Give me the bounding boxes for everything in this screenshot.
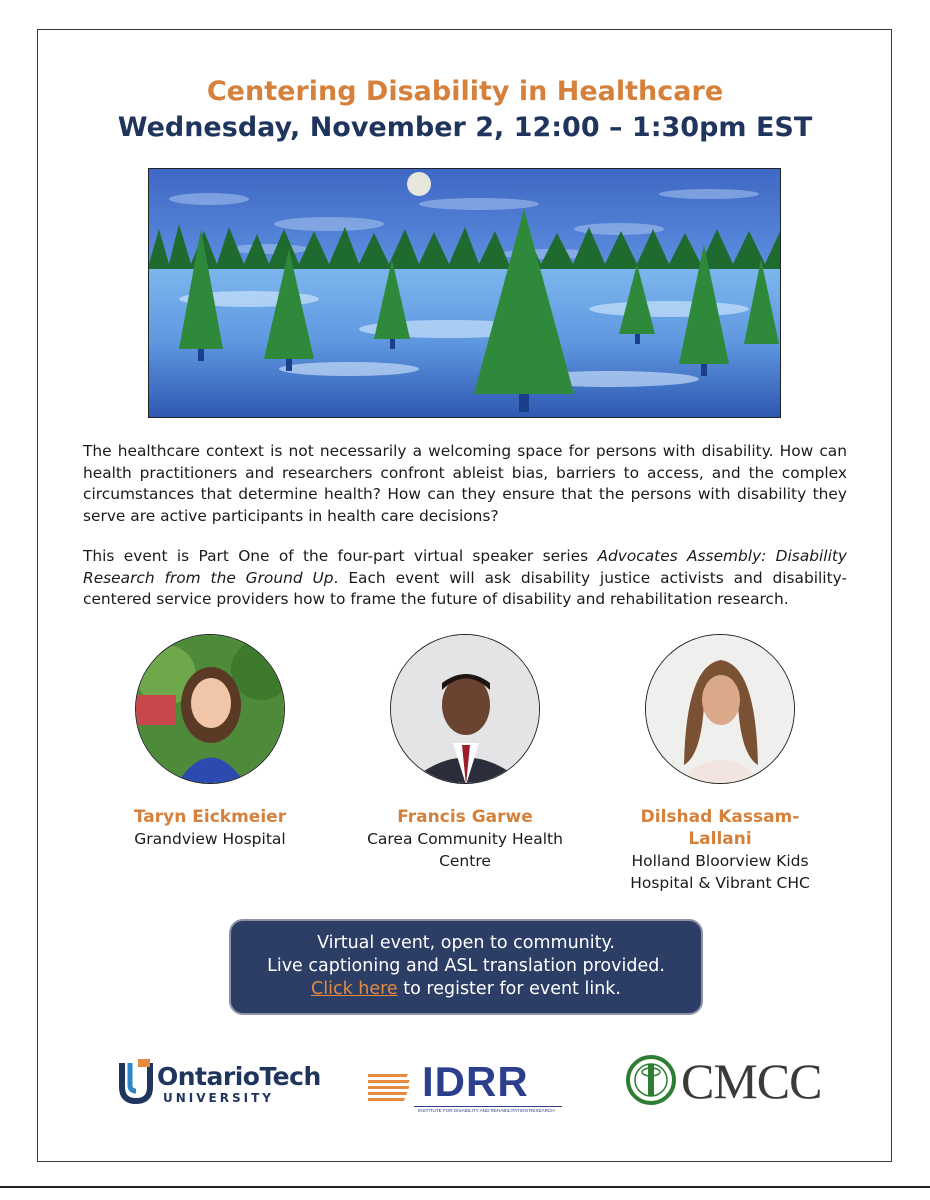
series-text-start: This event is Part One of the four-part virtual speaker series — [83, 547, 598, 565]
cmcc-wordmark: CMCC — [681, 1053, 822, 1109]
register-text: to register for event link. — [397, 979, 621, 999]
winter-forest-painting — [148, 168, 781, 418]
idrr-logo — [366, 1058, 566, 1118]
event-datetime: Wednesday, November 2, 12:00 – 1:30pm EST — [117, 112, 813, 143]
idrr-subtitle: INSTITUTE FOR DISABILITY AND REHABILITATION RESEARCH — [418, 1108, 555, 1113]
ontario-tech-wordmark: OntarioTech — [157, 1062, 321, 1091]
series-name: Advocates Assembly: Disability Research from the Ground Up — [83, 547, 847, 587]
description-paragraph: The healthcare context is not necessarily a welcoming space for persons with disability. How can health practitioners and researchers confront ableist bias, barriers to access, and the complex circumstances that determine health? How can they ensure that the persons with disability they serve are active participants in health care decisions? — [83, 442, 847, 525]
speaker-organization: Carea Community Health Centre — [367, 830, 563, 870]
event-info-box — [229, 919, 703, 1015]
register-link[interactable]: Click here — [311, 979, 398, 999]
series-text-end: . Each event will ask disability justice activists and disability-centered service providers how to frame the future of disability and rehabilitation research. — [83, 568, 847, 608]
event-title: Centering Disability in Healthcare — [206, 76, 724, 107]
idrr-divider — [414, 1106, 562, 1107]
speaker-photo — [645, 634, 795, 784]
speaker-card — [590, 634, 850, 894]
ontario-tech-logo — [114, 1055, 326, 1113]
ontario-tech-subtitle: UNIVERSITY — [163, 1091, 274, 1105]
info-line-register — [231, 978, 701, 1001]
ontario-tech-emblem-icon — [116, 1059, 156, 1105]
speaker-organization: Grandview Hospital — [134, 830, 286, 848]
cmcc-logo — [626, 1050, 822, 1112]
idrr-wordmark: IDRR — [422, 1058, 529, 1105]
series-paragraph — [83, 546, 847, 611]
info-line-captioning: Live captioning and ASL translation provided. — [267, 956, 665, 976]
info-line-virtual: Virtual event, open to community. — [317, 933, 615, 953]
idrr-swoosh-icon — [368, 1068, 418, 1108]
cmcc-crest-icon — [626, 1050, 676, 1110]
speaker-name: Dilshad Kassam-Lallani — [640, 807, 800, 849]
speaker-name: Taryn Eickmeier — [133, 807, 287, 827]
speaker-organization: Holland Bloorview Kids Hospital & Vibrant CHC — [630, 852, 810, 892]
speaker-card — [335, 634, 595, 872]
speaker-name: Francis Garwe — [397, 807, 533, 827]
speaker-photo — [390, 634, 540, 784]
page-divider — [0, 1186, 930, 1188]
speaker-photo — [135, 634, 285, 784]
speaker-card — [80, 634, 340, 850]
